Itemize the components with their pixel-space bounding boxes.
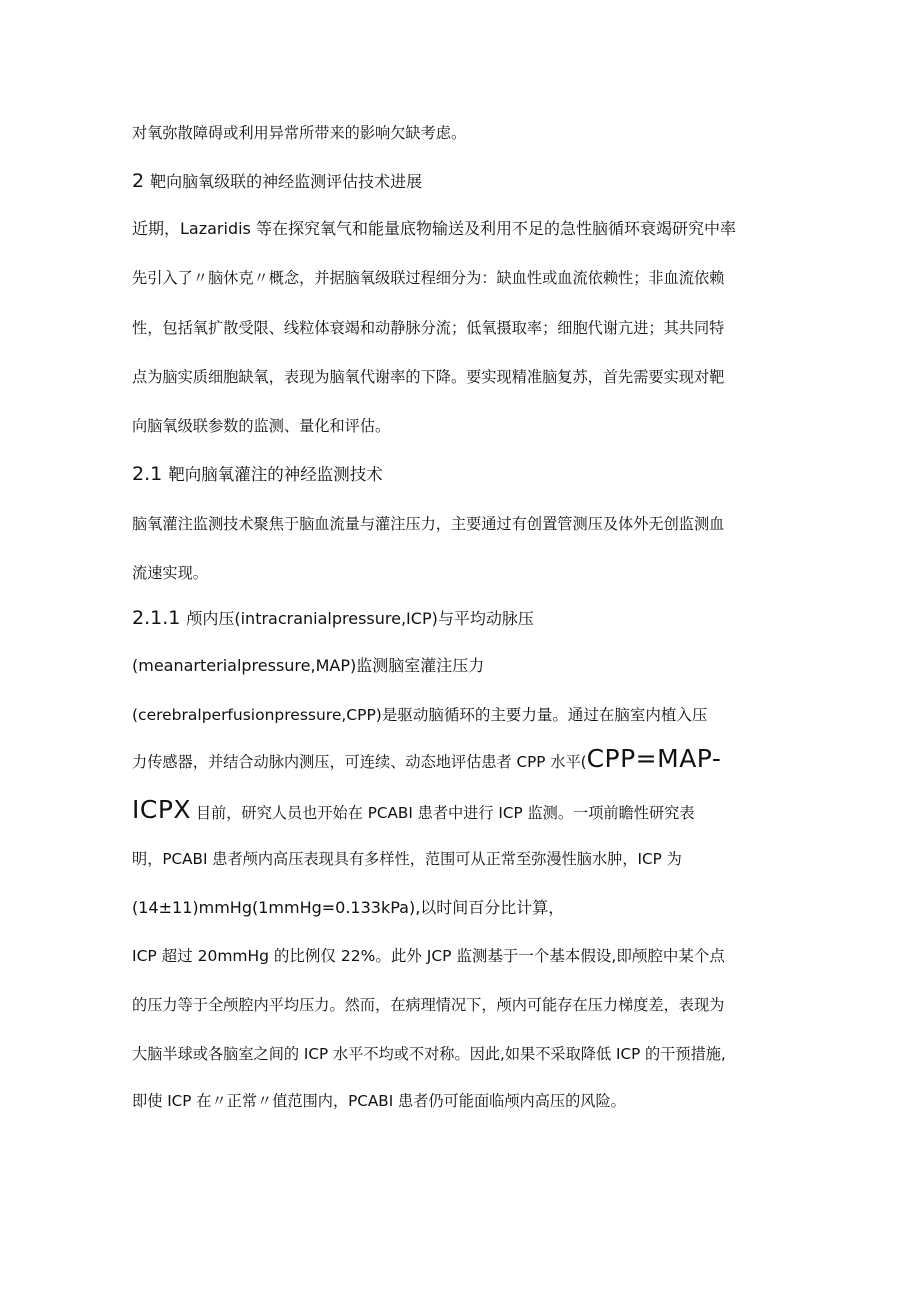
line-text: ICP 超过 20mmHg 的比例仅 22%。此外 JCP 监测基于一个基本假设,即颅腔中某个点 bbox=[132, 947, 725, 965]
line-text: 点为脑实质细胞缺氧，表现为脑氧代谢率的下降。要实现精准脑复苏，首先需要实现对靶 bbox=[132, 368, 725, 386]
heading-number: 2.1 bbox=[132, 463, 163, 485]
paragraph-line bbox=[132, 268, 724, 288]
line-text: 力传感器，并结合动脉内测压，可连续、动态地评估患者 CPP 水平( bbox=[132, 753, 587, 771]
line-text: 性，包括氧扩散受限、线粒体衰竭和动静脉分流；低氧摄取率；细胞代谢亢进；其共同特 bbox=[132, 319, 725, 337]
line-text: 即使 ICP 在〃正常〃值范围内，PCABI 患者仍可能面临颅内高压的风险。 bbox=[132, 1092, 626, 1110]
heading-text: 靶向脑氧级联的神经监测评估技术进展 bbox=[150, 172, 423, 191]
paragraph-line bbox=[132, 849, 682, 869]
line-text: 大脑半球或各脑室之间的 ICP 水平不均或不对称。因此,如果不采取降低 ICP 的干预措施, bbox=[132, 1045, 726, 1063]
paragraph-line bbox=[132, 1091, 626, 1111]
heading-text: 靶向脑氧灌注的神经监测技术 bbox=[168, 465, 383, 484]
paragraph-line bbox=[132, 219, 736, 239]
line-text: 近期，Lazaridis 等在探究氧气和能量底物输送及利用不足的急性脑循环衰竭研究中率 bbox=[132, 219, 736, 238]
paragraph-line bbox=[132, 898, 564, 918]
paragraph-line bbox=[132, 123, 466, 143]
paragraph-line bbox=[132, 318, 724, 338]
line-text: (14±11)mmHg(1mmHg=0.133kPa),以时间百分比计算， bbox=[132, 898, 565, 917]
paragraph-line bbox=[132, 514, 724, 534]
line-text: 的压力等于全颅腔内平均压力。然而，在病理情况下，颅内可能存在压力梯度差，表现为 bbox=[132, 996, 725, 1014]
paragraph-line bbox=[132, 416, 390, 436]
heading-number: 2 bbox=[132, 170, 145, 192]
paragraph-line bbox=[132, 705, 707, 725]
line-text: 脑氧灌注监测技术聚焦于脑血流量与灌注压力，主要通过有创置管测压及体外无创监测血 bbox=[132, 515, 725, 533]
line-text: 向脑氧级联参数的监测、量化和评估。 bbox=[132, 417, 391, 435]
paragraph-line bbox=[132, 367, 724, 387]
section-heading-2-1 bbox=[132, 464, 383, 485]
line-text: (cerebralperfusionpressure,CPP)是驱动脑循环的主要力量。通过在脑室内植入压 bbox=[132, 706, 708, 724]
line-text: (meanarterialpressure,MAP)监测脑室灌注压力 bbox=[132, 656, 485, 675]
line-text: 先引入了〃脑休克〃概念，并据脑氧级联过程细分为：缺血性或血流依赖性；非血流依赖 bbox=[132, 269, 725, 287]
line-text: 对氧弥散障碍或利用异常所带来的影响欠缺考虑。 bbox=[132, 124, 467, 142]
line-text: 明，PCABI 患者颅内高压表现具有多样性，范围可从正常至弥漫性脑水肿，ICP 为 bbox=[132, 850, 682, 868]
paragraph-line bbox=[132, 744, 722, 773]
line-text: 流速实现。 bbox=[132, 564, 208, 582]
heading-number: 2.1.1 bbox=[132, 607, 181, 629]
paragraph-line bbox=[132, 563, 208, 583]
section-heading-2-1-1 bbox=[132, 608, 534, 629]
formula-text: CPP=MAP- bbox=[586, 744, 722, 773]
paragraph-line bbox=[132, 656, 484, 676]
section-heading-2 bbox=[132, 171, 422, 192]
paragraph-line bbox=[132, 946, 725, 966]
heading-text: 颅内压(intracranialpressure,ICP)与平均动脉压 bbox=[186, 609, 534, 628]
paragraph-line bbox=[132, 1044, 726, 1064]
paragraph-line bbox=[132, 795, 695, 824]
formula-text: ICPX bbox=[132, 795, 192, 824]
paragraph-line bbox=[132, 995, 724, 1015]
line-text: 目前，研究人员也开始在 PCABI 患者中进行 ICP 监测。一项前瞻性研究表 bbox=[191, 804, 695, 822]
